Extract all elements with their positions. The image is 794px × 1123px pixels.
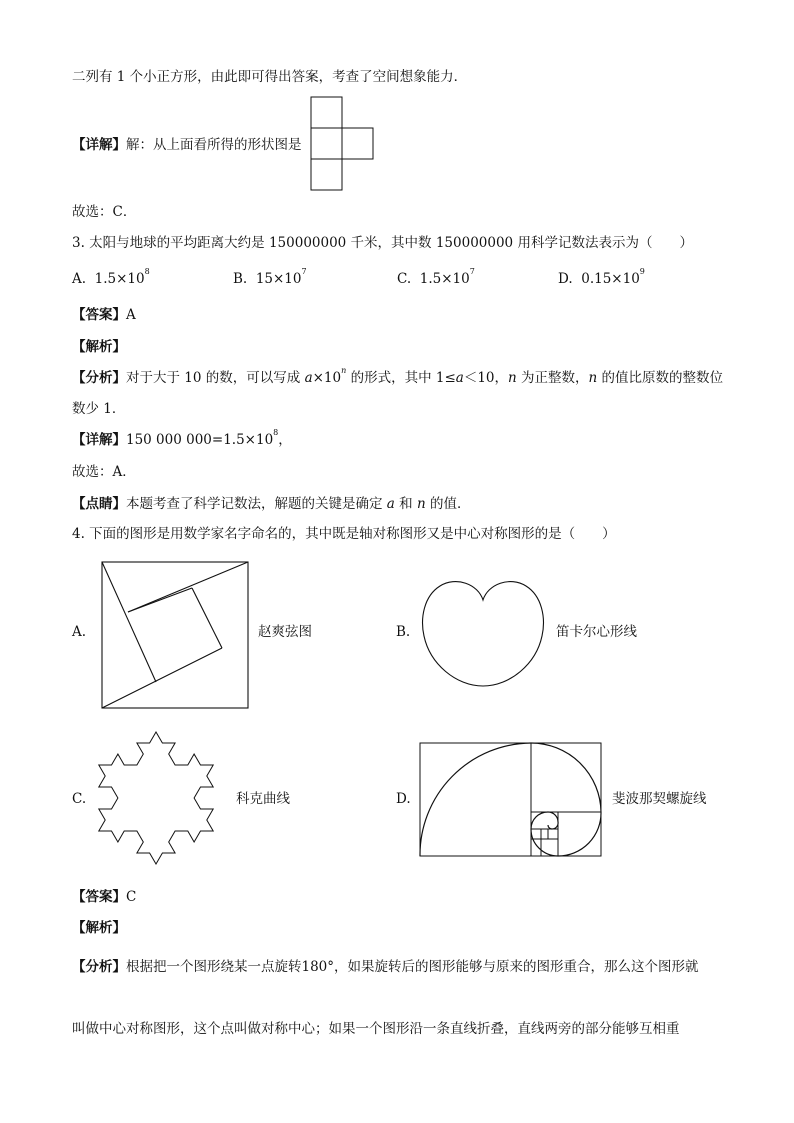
var-n: n (416, 496, 426, 512)
choose-c-line: 故选：C． (72, 204, 137, 220)
fenxi3-text: 根据把一个图形绕某一点旋转180°，如果旋转后的图形能够与原来的图形重合，那么这个图形就 (126, 959, 699, 975)
q3-option-base: 15×10 (255, 271, 302, 287)
var-n: n (341, 366, 347, 375)
q3-option-base: 1.5×10 (419, 271, 470, 287)
var-a: a (386, 496, 395, 512)
fenxi-text: 对于大于 10 的数，可以写成 (126, 370, 305, 386)
var-a: a (304, 370, 313, 386)
fibonacci-spiral-figure (419, 742, 603, 858)
q3-option-letter: D. (558, 271, 573, 287)
q4-option-c-name: 科克曲线 (236, 791, 290, 807)
q3-option-a (72, 269, 150, 289)
fenxi-line-2: 数少 1． (72, 401, 126, 417)
dianjing-tag: 【点睛】 (72, 496, 126, 512)
var-a: a (455, 370, 464, 386)
answer-value: A (126, 307, 136, 323)
zhao-shuang-figure (100, 560, 250, 710)
detail2-line (72, 430, 292, 450)
dianjing-line (72, 494, 470, 514)
q3-option-d (558, 269, 645, 289)
detail-tag: 【详解】 (72, 432, 126, 448)
fenxi3-line-1 (72, 957, 699, 977)
var-n: n (588, 370, 598, 386)
q3-option-exp: 7 (469, 267, 475, 276)
fenxi3-line-2: 叫做中心对称图形，这个点叫做对称中心；如果一个图形沿一条直线折叠，直线两旁的部分能够互相重 (72, 1021, 680, 1037)
top-view-figure (308, 95, 378, 195)
q3-option-letter: A. (72, 271, 87, 287)
q3-option-letter: B. (233, 271, 248, 287)
question-4: 4. 下面的图形是用数学家名字命名的，其中既是轴对称图形又是中心对称图形的是（ ） (72, 526, 616, 542)
detail2-text: 150 000 000=1.5×10 (126, 432, 274, 448)
q3-option-c (397, 269, 475, 289)
dianjing-text: 和 (394, 496, 417, 512)
q3-option-base: 1.5×10 (94, 271, 145, 287)
q4-option-b-name: 笛卡尔心形线 (556, 624, 637, 640)
fenxi-text: ＜10， (463, 370, 509, 386)
choose-a-line: 故选：A． (72, 464, 136, 480)
fenxi-tag: 【分析】 (72, 370, 126, 386)
answer-line-3 (72, 305, 136, 325)
fenxi-tag: 【分析】 (72, 959, 126, 975)
fenxi-line-1 (72, 368, 723, 388)
fenxi-text: 的值比原数的整数位 (597, 370, 724, 386)
q4-option-b-letter: B. (396, 624, 411, 640)
q4-option-d-letter: D. (396, 791, 411, 807)
detail-tag: 【详解】 (72, 137, 126, 153)
q3-option-letter: C. (397, 271, 412, 287)
detail-text: 解：从上面看所得的形状图是 (126, 137, 302, 153)
jiexi-tag-2: 【解析】 (72, 920, 126, 936)
fenxi-text: 为正整数， (516, 370, 589, 386)
detail2-exp: 8 (273, 428, 279, 437)
text-line-1: 二列有 1 个小正方形，由此即可得出答案，考查了空间想象能力． (72, 69, 468, 85)
q3-option-exp: 9 (639, 267, 645, 276)
var-n: n (508, 370, 517, 386)
detail2-text: ， (278, 432, 292, 448)
cardioid-figure (418, 578, 548, 688)
fenxi-text: ×10 (312, 370, 342, 386)
q4-option-d-name: 斐波那契螺旋线 (612, 791, 707, 807)
question-3: 3. 太阳与地球的平均距离大约是 150000000 千米，其中数 150000000 用科学记数法表示为（ ） (72, 235, 693, 251)
dianjing-text: 的值． (425, 496, 471, 512)
q3-option-b (233, 269, 307, 289)
answer-tag: 【答案】 (72, 307, 126, 323)
answer-value: C (126, 889, 137, 905)
answer-tag: 【答案】 (72, 889, 126, 905)
q4-option-c-letter: C. (72, 791, 87, 807)
q3-option-base: 0.15×10 (581, 271, 640, 287)
dianjing-text: 本题考查了科学记数法，解题的关键是确定 (126, 496, 387, 512)
answer-line-4 (72, 887, 136, 907)
q3-option-exp: 7 (301, 267, 307, 276)
q4-option-a-name: 赵爽弦图 (258, 624, 312, 640)
q4-option-a-letter: A. (72, 624, 87, 640)
q3-option-exp: 8 (144, 267, 150, 276)
fenxi-text: 的形式，其中 1≤ (346, 370, 456, 386)
koch-curve-figure (88, 728, 228, 868)
detail-line (72, 135, 302, 155)
jiexi-tag: 【解析】 (72, 339, 126, 355)
